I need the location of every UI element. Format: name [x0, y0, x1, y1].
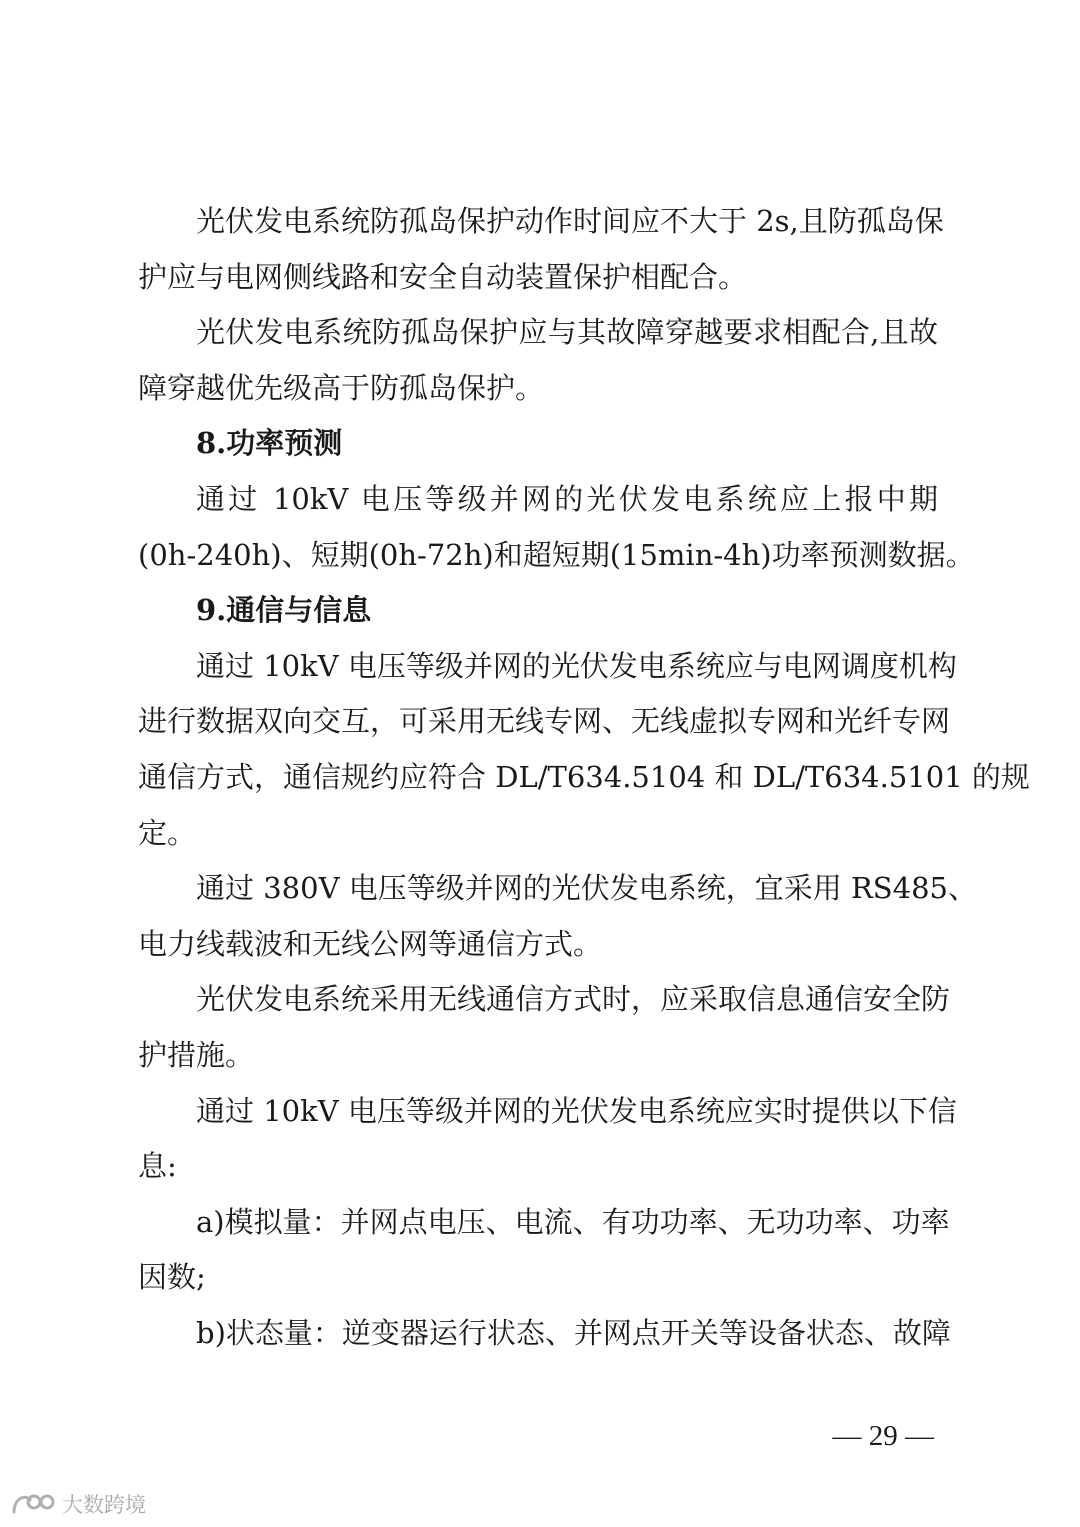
text-line: a)模拟量：并网点电压、电流、有功功率、无功功率、功率	[196, 1204, 950, 1239]
text-line: 护应与电网侧线路和安全自动装置保护相配合。	[138, 259, 748, 294]
text-line: 光伏发电系统采用无线通信方式时，应采取信息通信安全防	[196, 982, 951, 1017]
text-line: 息:	[138, 1149, 177, 1184]
text-line: 障穿越优先级高于防孤岛保护。	[138, 370, 545, 405]
watermark-text: 大数跨境	[62, 1493, 146, 1517]
text-line: 通过 10kV 电压等级并网的光伏发电系统应与电网调度机构	[196, 648, 957, 683]
section-heading: 9.通信与信息	[196, 593, 372, 628]
text-line: b)状态量：逆变器运行状态、并网点开关等设备状态、故障	[196, 1316, 951, 1350]
text-line: 光伏发电系统防孤岛保护应与其故障穿越要求相配合,且故	[196, 315, 938, 350]
text-line: 通过 380V 电压等级并网的光伏发电系统，宜采用 RS485、	[196, 871, 978, 906]
text-line: 通信方式，通信规约应符合 DL/T634.5104 和 DL/T634.5101 的规	[138, 760, 1030, 794]
brand-logo-icon	[10, 1490, 56, 1518]
section-heading: 8.功率预测	[196, 426, 343, 461]
text-line: 进行数据双向交互，可采用无线专网、无线虚拟专网和光纤专网	[138, 704, 951, 739]
page-number: — 29 —	[832, 1420, 934, 1452]
text-line: 护措施。	[138, 1038, 255, 1072]
text-line: 通过 10kV 电压等级并网的光伏发电系统应上报中期	[196, 482, 938, 516]
text-line: (0h-240h)、短期(0h-72h)和超短期(15min-4h)功率预测数据。	[138, 537, 975, 572]
watermark	[10, 1488, 146, 1520]
text-line: 因数;	[138, 1260, 206, 1295]
text-line: 电力线载波和无线公网等通信方式。	[138, 926, 603, 961]
text-line: 光伏发电系统防孤岛保护动作时间应不大于 2s,且防孤岛保	[196, 204, 944, 238]
text-line: 通过 10kV 电压等级并网的光伏发电系统应实时提供以下信	[196, 1093, 957, 1128]
text-line: 定。	[138, 815, 197, 850]
